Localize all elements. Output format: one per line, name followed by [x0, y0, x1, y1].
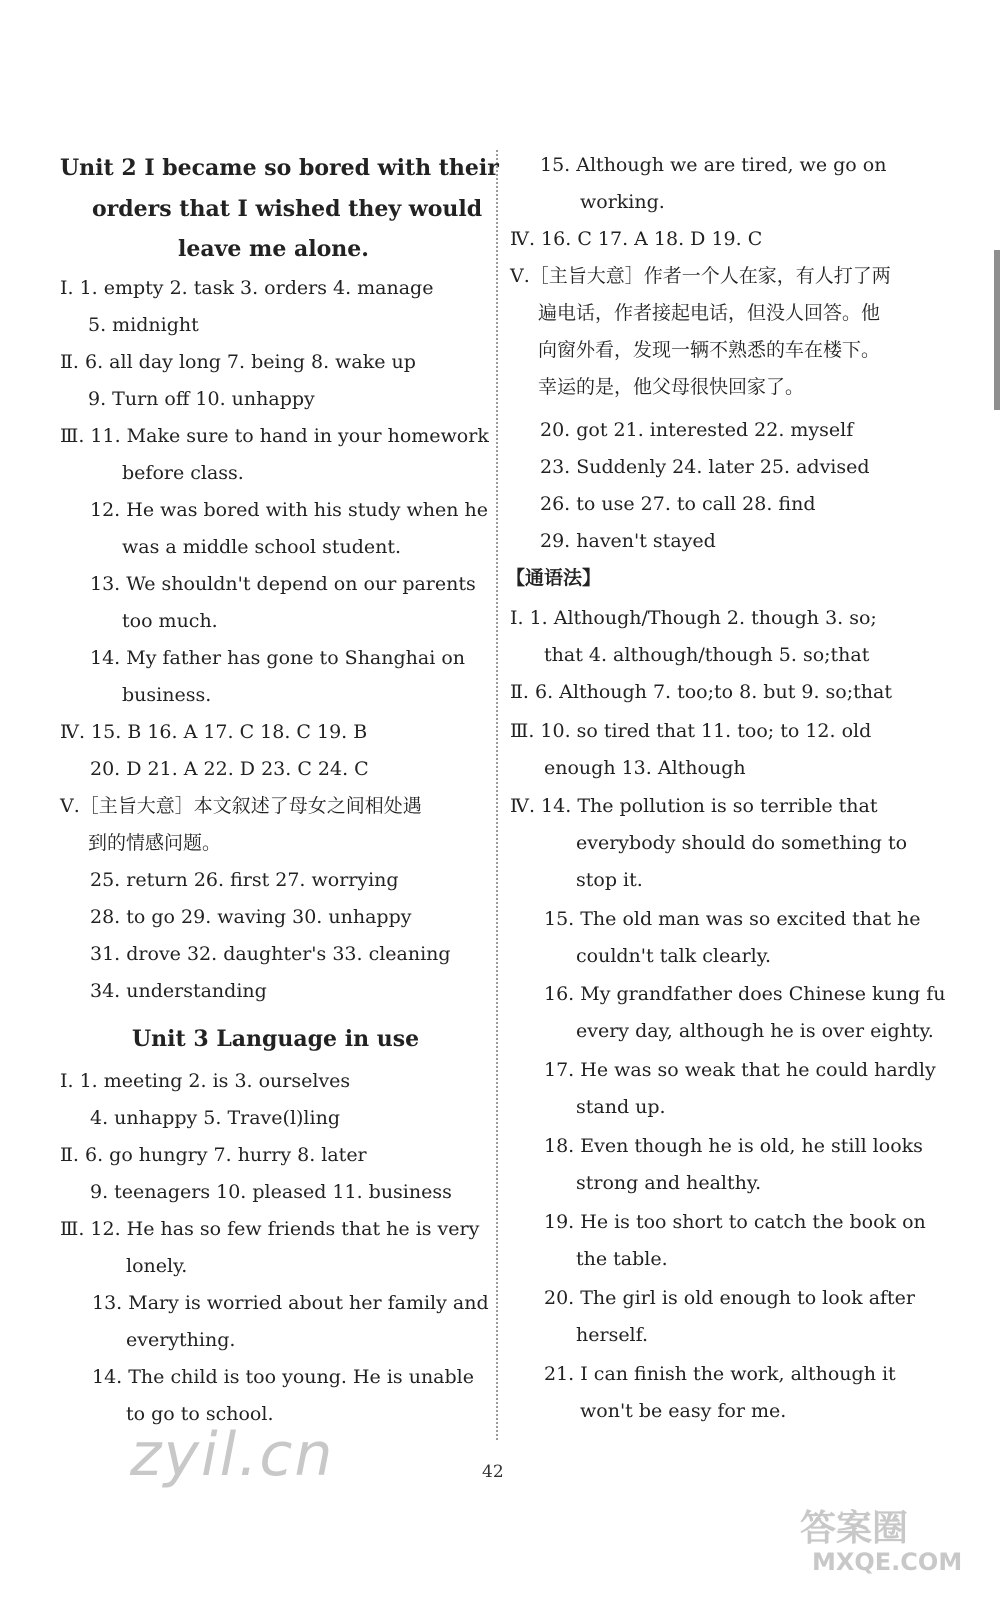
- unit2-title-line1: Unit 2 I became so bored with their: [60, 155, 499, 181]
- answer-line: Ⅴ.［主旨大意］作者一个人在家，有人打了两: [510, 265, 891, 287]
- answer-line: 9. Turn off 10. unhappy: [88, 388, 315, 410]
- answer-line: to go to school.: [126, 1403, 274, 1425]
- answer-line: before class.: [122, 462, 244, 484]
- answer-line: lonely.: [126, 1255, 188, 1277]
- answer-line: 5. midnight: [88, 314, 199, 336]
- answer-line: 25. return 26. first 27. worrying: [90, 869, 399, 891]
- answer-line: 幸运的是，他父母很快回家了。: [538, 376, 805, 398]
- answer-line: business.: [122, 684, 212, 706]
- answer-line: 13. Mary is worried about her family and: [92, 1292, 489, 1314]
- answer-line: Ⅰ. 1. meeting 2. is 3. ourselves: [60, 1070, 351, 1092]
- answer-line: 34. understanding: [90, 980, 267, 1002]
- answer-line: everything.: [126, 1329, 236, 1351]
- unit2-title-line2: orders that I wished they would: [92, 196, 483, 222]
- answer-line: Ⅰ. 1. Although/Though 2. though 3. so;: [510, 607, 877, 629]
- answer-line: 23. Suddenly 24. later 25. advised: [540, 456, 870, 478]
- answer-line: 20. D 21. A 22. D 23. C 24. C: [90, 758, 369, 780]
- page-number: 42: [482, 1462, 504, 1482]
- answer-line: stop it.: [576, 869, 643, 891]
- answer-line: strong and healthy.: [576, 1172, 762, 1194]
- unit3-title: Unit 3 Language in use: [132, 1026, 420, 1052]
- answer-line: stand up.: [576, 1096, 666, 1118]
- answer-line: 18. Even though he is old, he still looks: [544, 1135, 923, 1157]
- answer-line: 12. He was bored with his study when he: [90, 499, 489, 521]
- answer-line: Ⅲ. 12. He has so few friends that he is very: [60, 1218, 480, 1240]
- watermark-right-url: MXQE.COM: [812, 1548, 963, 1576]
- answer-line: that 4. although/though 5. so;that: [544, 644, 870, 666]
- grammar-section-heading: 【通语法】: [506, 567, 602, 589]
- answer-line: 16. My grandfather does Chinese kung fu: [544, 983, 946, 1005]
- answer-line: 21. I can finish the work, although it: [544, 1363, 896, 1385]
- answer-line: Ⅱ. 6. go hungry 7. hurry 8. later: [60, 1144, 367, 1166]
- answer-line: every day, although he is over eighty.: [576, 1020, 934, 1042]
- answer-line: Ⅳ. 16. C 17. A 18. D 19. C: [510, 228, 763, 250]
- answer-line: working.: [580, 191, 665, 213]
- unit2-title-line3: leave me alone.: [178, 236, 369, 262]
- answer-line: 15. Although we are tired, we go on: [540, 154, 887, 176]
- column-divider: [496, 150, 498, 1440]
- answer-line: was a middle school student.: [122, 536, 402, 558]
- answer-line: won't be easy for me.: [580, 1400, 787, 1422]
- answer-line: 13. We shouldn't depend on our parents: [90, 573, 476, 595]
- page-edge-mark: [994, 250, 1000, 410]
- answer-line: 20. The girl is old enough to look after: [544, 1287, 916, 1309]
- answer-line: Ⅱ. 6. Although 7. too;to 8. but 9. so;that: [510, 681, 892, 703]
- answer-line: 14. The child is too young. He is unable: [92, 1366, 474, 1388]
- answer-line: too much.: [122, 610, 218, 632]
- answer-line: 遍电话，作者接起电话，但没人回答。他: [538, 302, 881, 324]
- answer-line: Ⅲ. 11. Make sure to hand in your homework: [60, 425, 489, 447]
- watermark-left: zyil.cn: [130, 1420, 335, 1490]
- answer-line: 17. He was so weak that he could hardly: [544, 1059, 936, 1081]
- answer-line: Ⅲ. 10. so tired that 11. too; to 12. old: [510, 720, 872, 742]
- answer-line: 向窗外看，发现一辆不熟悉的车在楼下。: [538, 339, 881, 361]
- answer-line: 到的情感问题。: [88, 832, 222, 854]
- answer-line: 26. to use 27. to call 28. find: [540, 493, 816, 515]
- answer-line: Ⅴ.［主旨大意］本文叙述了母女之间相处遇: [60, 795, 422, 817]
- answer-line: Ⅰ. 1. empty 2. task 3. orders 4. manage: [60, 277, 434, 299]
- answer-line: 14. My father has gone to Shanghai on: [90, 647, 466, 669]
- answer-line: 15. The old man was so excited that he: [544, 908, 921, 930]
- answer-line: 20. got 21. interested 22. myself: [540, 419, 854, 441]
- answer-line: herself.: [576, 1324, 649, 1346]
- watermark-right-logo: 答案圈: [800, 1508, 909, 1549]
- answer-line: 28. to go 29. waving 30. unhappy: [90, 906, 412, 928]
- answer-line: 19. He is too short to catch the book on: [544, 1211, 926, 1233]
- answer-line: Ⅱ. 6. all day long 7. being 8. wake up: [60, 351, 416, 373]
- answer-line: couldn't talk clearly.: [576, 945, 771, 967]
- answer-line: 31. drove 32. daughter's 33. cleaning: [90, 943, 451, 965]
- answer-line: 9. teenagers 10. pleased 11. business: [90, 1181, 452, 1203]
- answer-line: everybody should do something to: [576, 832, 908, 854]
- answer-line: 4. unhappy 5. Trave(l)ling: [90, 1107, 340, 1129]
- answer-line: 29. haven't stayed: [540, 530, 716, 552]
- answer-line: Ⅳ. 14. The pollution is so terrible that: [510, 795, 878, 817]
- answer-line: enough 13. Although: [544, 757, 746, 779]
- answer-line: Ⅳ. 15. B 16. A 17. C 18. C 19. B: [60, 721, 368, 743]
- answer-line: the table.: [576, 1248, 668, 1270]
